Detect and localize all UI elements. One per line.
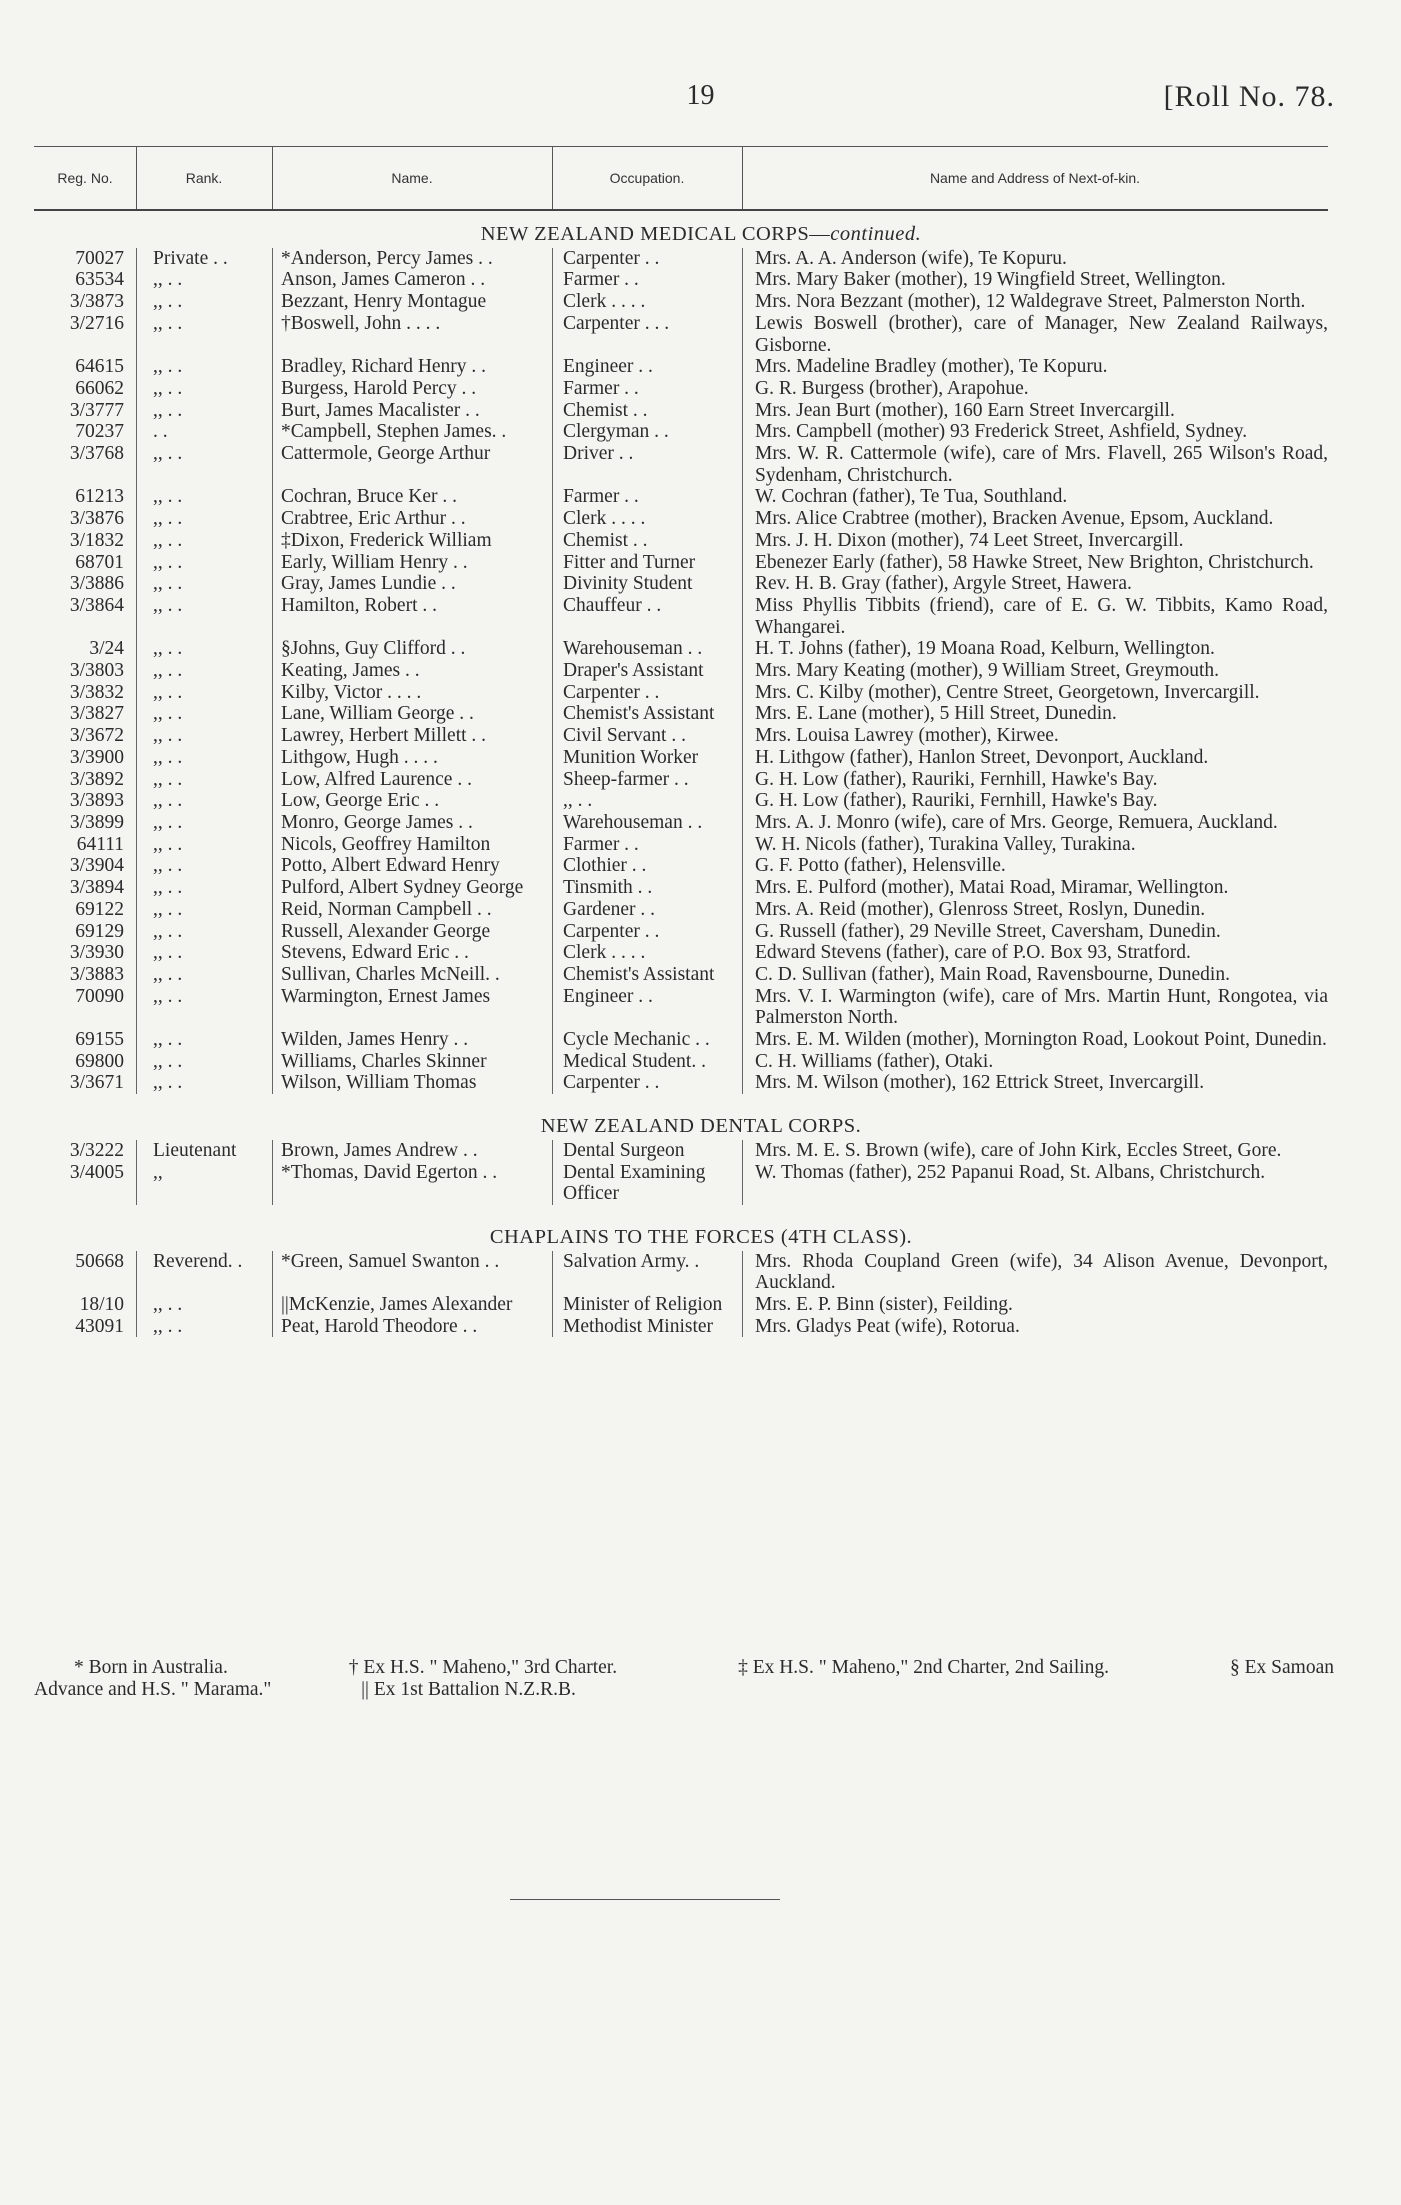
next-of-kin-cell: Mrs. M. Wilson (mother), 162 Ettrick Street, Invercargill. — [742, 1072, 1328, 1094]
reg-no-cell: 3/3930 — [69, 942, 124, 964]
reg-no-cell: 50668 — [75, 1250, 124, 1272]
name-cell: *Thomas, David Egerton . . — [272, 1162, 552, 1205]
name-cell: Brown, James Andrew . . — [272, 1140, 552, 1162]
next-of-kin-cell: G. R. Burgess (brother), Arapohue. — [742, 378, 1328, 400]
reg-no-cell: 70237 — [75, 421, 124, 443]
section-title-suffix: continued. — [830, 223, 922, 245]
rank-cell: ,, . . — [136, 660, 272, 682]
next-of-kin-cell: C. D. Sullivan (father), Main Road, Ravensbourne, Dunedin. — [742, 964, 1328, 986]
next-of-kin-cell: G. Russell (father), 29 Neville Street, Caversham, Dunedin. — [742, 921, 1328, 943]
name-cell: Bradley, Richard Henry . . — [272, 356, 552, 378]
next-of-kin-cell: Mrs. Madeline Bradley (mother), Te Kopuru. — [742, 356, 1328, 378]
reg-no-cell: 3/3827 — [69, 703, 124, 725]
footnote-nzrb: || Ex 1st Battalion N.Z.R.B. — [361, 1679, 576, 1700]
rank-cell: ,, . . — [136, 986, 272, 1029]
table-row — [34, 1072, 1328, 1094]
rank-cell: ,, . . — [136, 834, 272, 856]
rank-cell: ,, . . — [136, 1072, 272, 1094]
occupation-cell: Clerk . . . . — [552, 291, 742, 313]
table-row — [34, 855, 1328, 877]
next-of-kin-cell: Mrs. Gladys Peat (wife), Rotorua. — [742, 1316, 1328, 1338]
rank-cell: ,, . . — [136, 1029, 272, 1051]
reg-no-cell: 3/3671 — [69, 1072, 124, 1094]
rank-cell: ,, . . — [136, 855, 272, 877]
occupation-cell: Farmer . . — [552, 378, 742, 400]
next-of-kin-cell: W. Thomas (father), 252 Papanui Road, St. Albans, Christchurch. — [742, 1162, 1328, 1205]
reg-no-cell: 18/10 — [79, 1294, 124, 1316]
reg-no-cell: 3/3892 — [69, 768, 124, 790]
rank-cell: ,, . . — [136, 508, 272, 530]
name-cell: Monro, George James . . — [272, 812, 552, 834]
reg-no-cell: 69800 — [75, 1050, 124, 1072]
rank-cell: ,, . . — [136, 378, 272, 400]
reg-no-cell: 3/3900 — [69, 746, 124, 768]
next-of-kin-cell: Edward Stevens (father), care of P.O. Box 93, Stratford. — [742, 942, 1328, 964]
next-of-kin-cell: Miss Phyllis Tibbits (friend), care of E. G. W. Tibbits, Kamo Road, Whangarei. — [742, 595, 1328, 638]
occupation-cell: Chemist's Assistant — [552, 703, 742, 725]
next-of-kin-cell: Ebenezer Early (father), 58 Hawke Street, New Brighton, Christchurch. — [742, 552, 1328, 574]
table-row — [34, 508, 1328, 530]
occupation-cell: Carpenter . . — [552, 248, 742, 270]
name-cell: Early, William Henry . . — [272, 552, 552, 574]
reg-no-cell: 69155 — [75, 1029, 124, 1051]
table-header — [34, 146, 1328, 211]
reg-no-cell: 66062 — [75, 377, 124, 399]
occupation-cell: Warehouseman . . — [552, 638, 742, 660]
table-row — [34, 486, 1328, 508]
name-cell: Nicols, Geoffrey Hamilton — [272, 834, 552, 856]
header-reg-no: Reg. No. — [34, 147, 137, 209]
reg-no-cell: 3/2716 — [69, 312, 124, 334]
rank-cell: ,, . . — [136, 703, 272, 725]
table-row — [34, 1140, 1328, 1162]
next-of-kin-cell: Mrs. E. Lane (mother), 5 Hill Street, Dunedin. — [742, 703, 1328, 725]
occupation-cell: Gardener . . — [552, 899, 742, 921]
rank-cell: ,, . . — [136, 595, 272, 638]
next-of-kin-cell: Mrs. A. A. Anderson (wife), Te Kopuru. — [742, 248, 1328, 270]
occupation-cell: Fitter and Turner — [552, 552, 742, 574]
footnote-line-2 — [34, 1679, 1334, 1701]
rank-cell: Private . . — [136, 248, 272, 270]
table-row — [34, 421, 1328, 443]
rank-cell: ,, . . — [136, 486, 272, 508]
next-of-kin-cell: W. Cochran (father), Te Tua, Southland. — [742, 486, 1328, 508]
roll-section — [34, 1227, 1328, 1338]
next-of-kin-cell: Mrs. A. Reid (mother), Glenross Street, Roslyn, Dunedin. — [742, 899, 1328, 921]
reg-no-cell: 3/3894 — [69, 877, 124, 899]
footnote-samoan: § Ex Samoan — [1230, 1657, 1334, 1678]
reg-no-cell: 68701 — [75, 551, 124, 573]
table-row — [34, 834, 1328, 856]
reg-no-cell: 3/3876 — [69, 508, 124, 530]
table-row — [34, 1251, 1328, 1294]
next-of-kin-cell: C. H. Williams (father), Otaki. — [742, 1051, 1328, 1073]
rank-cell: ,, . . — [136, 291, 272, 313]
rank-cell: ,, . . — [136, 747, 272, 769]
next-of-kin-cell: W. H. Nicols (father), Turakina Valley, Turakina. — [742, 834, 1328, 856]
rank-cell: . . — [136, 421, 272, 443]
section-title — [34, 224, 1328, 246]
occupation-cell: Chemist . . — [552, 530, 742, 552]
name-cell: Warmington, Ernest James — [272, 986, 552, 1029]
table-row — [34, 769, 1328, 791]
name-cell: §Johns, Guy Clifford . . — [272, 638, 552, 660]
reg-no-cell: 3/3886 — [69, 573, 124, 595]
name-cell: Williams, Charles Skinner — [272, 1051, 552, 1073]
occupation-cell: Minister of Religion — [552, 1294, 742, 1316]
next-of-kin-cell: Mrs. Campbell (mother) 93 Frederick Street, Ashfield, Sydney. — [742, 421, 1328, 443]
table-row — [34, 269, 1328, 291]
occupation-cell: Farmer . . — [552, 486, 742, 508]
occupation-cell: Carpenter . . . — [552, 313, 742, 356]
occupation-cell: Munition Worker — [552, 747, 742, 769]
reg-no-cell: 3/24 — [89, 638, 124, 660]
name-cell: Low, George Eric . . — [272, 790, 552, 812]
rank-cell: ,, . . — [136, 573, 272, 595]
next-of-kin-cell: Mrs. C. Kilby (mother), Centre Street, Georgetown, Invercargill. — [742, 682, 1328, 704]
table-row — [34, 1029, 1328, 1051]
name-cell: Gray, James Lundie . . — [272, 573, 552, 595]
table-row — [34, 986, 1328, 1029]
roll-section — [34, 1116, 1328, 1205]
table-row — [34, 248, 1328, 270]
name-cell: Wilden, James Henry . . — [272, 1029, 552, 1051]
name-cell: Burgess, Harold Percy . . — [272, 378, 552, 400]
table-row — [34, 899, 1328, 921]
next-of-kin-cell: Mrs. Mary Baker (mother), 19 Wingfield Street, Wellington. — [742, 269, 1328, 291]
next-of-kin-cell: Lewis Boswell (brother), care of Manager, New Zealand Railways, Gisborne. — [742, 313, 1328, 356]
table-row — [34, 682, 1328, 704]
rank-cell: ,, . . — [136, 552, 272, 574]
next-of-kin-cell: Mrs. Nora Bezzant (mother), 12 Waldegrave Street, Palmerston North. — [742, 291, 1328, 313]
section-title-main: NEW ZEALAND DENTAL CORPS. — [540, 1115, 862, 1138]
section-title — [34, 1116, 1328, 1138]
name-cell: Pulford, Albert Sydney George — [272, 877, 552, 899]
reg-no-cell: 69122 — [75, 898, 124, 920]
next-of-kin-cell: H. T. Johns (father), 19 Moana Road, Kelburn, Wellington. — [742, 638, 1328, 660]
occupation-cell: Chemist's Assistant — [552, 964, 742, 986]
name-cell: Anson, James Cameron . . — [272, 269, 552, 291]
name-cell: Stevens, Edward Eric . . — [272, 942, 552, 964]
reg-no-cell: 3/4005 — [69, 1161, 124, 1183]
occupation-cell: Draper's Assistant — [552, 660, 742, 682]
next-of-kin-cell: G. H. Low (father), Rauriki, Fernhill, Hawke's Bay. — [742, 790, 1328, 812]
roll-body — [34, 214, 1328, 1337]
reg-no-cell: 64615 — [75, 356, 124, 378]
occupation-cell: Cycle Mechanic . . — [552, 1029, 742, 1051]
occupation-cell: Dental Surgeon — [552, 1140, 742, 1162]
reg-no-cell: 63534 — [75, 269, 124, 291]
occupation-cell: Salvation Army. . — [552, 1251, 742, 1294]
next-of-kin-cell: G. F. Potto (father), Helensville. — [742, 855, 1328, 877]
next-of-kin-cell: Mrs. W. R. Cattermole (wife), care of Mrs. Flavell, 265 Wilson's Road, Sydenham, Christchurch. — [742, 443, 1328, 486]
next-of-kin-cell: Rev. H. B. Gray (father), Argyle Street, Hawera. — [742, 573, 1328, 595]
name-cell: *Campbell, Stephen James. . — [272, 421, 552, 443]
table-row — [34, 313, 1328, 356]
table-row — [34, 725, 1328, 747]
name-cell: †Boswell, John . . . . — [272, 313, 552, 356]
rank-cell: ,, . . — [136, 313, 272, 356]
reg-no-cell: 70090 — [75, 985, 124, 1007]
reg-no-cell: 64111 — [76, 833, 124, 855]
name-cell: Wilson, William Thomas — [272, 1072, 552, 1094]
reg-no-cell: 3/3222 — [69, 1139, 124, 1161]
table-row — [34, 378, 1328, 400]
occupation-cell: Clergyman . . — [552, 421, 742, 443]
name-cell: Lawrey, Herbert Millett . . — [272, 725, 552, 747]
name-cell: Hamilton, Robert . . — [272, 595, 552, 638]
occupation-cell: Clothier . . — [552, 855, 742, 877]
rank-cell: ,, . . — [136, 921, 272, 943]
reg-no-cell: 3/3768 — [69, 443, 124, 465]
occupation-cell: Carpenter . . — [552, 1072, 742, 1094]
next-of-kin-cell: Mrs. E. P. Binn (sister), Feilding. — [742, 1294, 1328, 1316]
reg-no-cell: 61213 — [75, 486, 124, 508]
reg-no-cell: 3/3904 — [69, 855, 124, 877]
footnote-maheno-2nd: ‡ Ex H.S. " Maheno," 2nd Charter, 2nd Sailing. — [738, 1657, 1110, 1678]
section-title-main: NEW ZEALAND MEDICAL CORPS— — [480, 223, 831, 245]
reg-no-cell: 3/3832 — [69, 681, 124, 703]
occupation-cell: Sheep-farmer . . — [552, 769, 742, 791]
section-title — [34, 1227, 1328, 1249]
name-cell: Kilby, Victor . . . . — [272, 682, 552, 704]
name-cell: Reid, Norman Campbell . . — [272, 899, 552, 921]
occupation-cell: Chemist . . — [552, 400, 742, 422]
next-of-kin-cell: Mrs. J. H. Dixon (mother), 74 Leet Street, Invercargill. — [742, 530, 1328, 552]
next-of-kin-cell: Mrs. Rhoda Coupland Green (wife), 34 Alison Avenue, Devonport, Auckland. — [742, 1251, 1328, 1294]
table-row — [34, 790, 1328, 812]
next-of-kin-cell: Mrs. E. Pulford (mother), Matai Road, Miramar, Wellington. — [742, 877, 1328, 899]
rank-cell: ,, . . — [136, 790, 272, 812]
occupation-cell: Engineer . . — [552, 986, 742, 1029]
table-row — [34, 812, 1328, 834]
footnote-born-australia: * Born in Australia. — [74, 1657, 228, 1678]
rank-cell: Lieutenant — [136, 1140, 272, 1162]
occupation-cell: Driver . . — [552, 443, 742, 486]
name-cell: Crabtree, Eric Arthur . . — [272, 508, 552, 530]
table-row — [34, 964, 1328, 986]
bottom-rule — [510, 1899, 780, 1900]
page-number: 19 — [686, 80, 715, 111]
table-row — [34, 1051, 1328, 1073]
rank-cell: ,, — [136, 1162, 272, 1205]
occupation-cell: Carpenter . . — [552, 921, 742, 943]
table-row — [34, 530, 1328, 552]
rank-cell: ,, . . — [136, 899, 272, 921]
rank-cell: ,, . . — [136, 1316, 272, 1338]
name-cell: Bezzant, Henry Montague — [272, 291, 552, 313]
footnotes — [34, 1657, 1334, 1701]
header-next-of-kin: Name and Address of Next-of-kin. — [929, 170, 1141, 186]
name-cell: Lithgow, Hugh . . . . — [272, 747, 552, 769]
name-cell: Cochran, Bruce Ker . . — [272, 486, 552, 508]
rank-cell: ,, . . — [136, 682, 272, 704]
reg-no-cell: 3/3893 — [69, 790, 124, 812]
reg-no-cell: 3/3883 — [69, 963, 124, 985]
reg-no-cell: 3/3899 — [69, 811, 124, 833]
table-row — [34, 400, 1328, 422]
occupation-cell: Clerk . . . . — [552, 508, 742, 530]
occupation-cell: Medical Student. . — [552, 1051, 742, 1073]
header-occupation: Occupation. — [552, 147, 743, 209]
occupation-cell: Tinsmith . . — [552, 877, 742, 899]
reg-no-cell: 3/3777 — [69, 399, 124, 421]
name-cell: ‡Dixon, Frederick William — [272, 530, 552, 552]
name-cell: Cattermole, George Arthur — [272, 443, 552, 486]
footnote-samoan-cont: Advance and H.S. " Marama." — [34, 1679, 272, 1700]
reg-no-cell: 69129 — [75, 920, 124, 942]
name-cell: Lane, William George . . — [272, 703, 552, 725]
rank-cell: ,, . . — [136, 638, 272, 660]
next-of-kin-cell: Mrs. A. J. Monro (wife), care of Mrs. George, Remuera, Auckland. — [742, 812, 1328, 834]
occupation-cell: Warehouseman . . — [552, 812, 742, 834]
rank-cell: ,, . . — [136, 769, 272, 791]
table-row — [34, 1316, 1328, 1338]
next-of-kin-cell: Mrs. Louisa Lawrey (mother), Kirwee. — [742, 725, 1328, 747]
table-row — [34, 443, 1328, 486]
occupation-cell: Dental Examining Officer — [552, 1162, 742, 1205]
roll-section — [34, 224, 1328, 1094]
footnote-maheno-3rd: † Ex H.S. " Maheno," 3rd Charter. — [348, 1657, 618, 1678]
occupation-cell: Farmer . . — [552, 834, 742, 856]
footnote-line-1 — [34, 1657, 1334, 1679]
rank-cell: ,, . . — [136, 530, 272, 552]
table-row — [34, 660, 1328, 682]
occupation-cell: Farmer . . — [552, 269, 742, 291]
next-of-kin-cell: Mrs. Mary Keating (mother), 9 William Street, Greymouth. — [742, 660, 1328, 682]
occupation-cell: Carpenter . . — [552, 682, 742, 704]
roll-number: [Roll No. 78. — [1163, 80, 1335, 113]
reg-no-cell: 3/3803 — [69, 660, 124, 682]
reg-no-cell: 3/3873 — [69, 291, 124, 313]
next-of-kin-cell: Mrs. Alice Crabtree (mother), Bracken Avenue, Epsom, Auckland. — [742, 508, 1328, 530]
table-row — [34, 703, 1328, 725]
rank-cell: ,, . . — [136, 356, 272, 378]
name-cell: Russell, Alexander George — [272, 921, 552, 943]
rank-cell: ,, . . — [136, 269, 272, 291]
name-cell: Peat, Harold Theodore . . — [272, 1316, 552, 1338]
next-of-kin-cell: H. Lithgow (father), Hanlon Street, Devonport, Auckland. — [742, 747, 1328, 769]
occupation-cell: Engineer . . — [552, 356, 742, 378]
name-cell: *Green, Samuel Swanton . . — [272, 1251, 552, 1294]
table-row — [34, 573, 1328, 595]
table-row — [34, 877, 1328, 899]
name-cell: Potto, Albert Edward Henry — [272, 855, 552, 877]
name-cell: Burt, James Macalister . . — [272, 400, 552, 422]
reg-no-cell: 43091 — [75, 1315, 124, 1337]
rank-cell: ,, . . — [136, 443, 272, 486]
rank-cell: ,, . . — [136, 942, 272, 964]
next-of-kin-cell: Mrs. Jean Burt (mother), 160 Earn Street Invercargill. — [742, 400, 1328, 422]
rank-cell: Reverend. . — [136, 1251, 272, 1294]
section-title-main: CHAPLAINS TO THE FORCES (4TH CLASS). — [489, 1225, 913, 1248]
table-row — [34, 1162, 1328, 1205]
rank-cell: ,, . . — [136, 1051, 272, 1073]
occupation-cell: Chauffeur . . — [552, 595, 742, 638]
table-row — [34, 595, 1328, 638]
table-row — [34, 291, 1328, 313]
rank-cell: ,, . . — [136, 1294, 272, 1316]
occupation-cell: ,, . . — [552, 790, 742, 812]
table-row — [34, 921, 1328, 943]
name-cell: Keating, James . . — [272, 660, 552, 682]
reg-no-cell: 3/1832 — [69, 529, 124, 551]
table-row — [34, 552, 1328, 574]
rank-cell: ,, . . — [136, 400, 272, 422]
occupation-cell: Methodist Minister — [552, 1316, 742, 1338]
table-row — [34, 1294, 1328, 1316]
next-of-kin-cell: Mrs. M. E. S. Brown (wife), care of John Kirk, Eccles Street, Gore. — [742, 1140, 1328, 1162]
next-of-kin-cell: Mrs. V. I. Warmington (wife), care of Mrs. Martin Hunt, Rongotea, via Palmerston North. — [742, 986, 1328, 1029]
name-cell: Sullivan, Charles McNeill. . — [272, 964, 552, 986]
name-cell: ||McKenzie, James Alexander — [272, 1294, 552, 1316]
rank-cell: ,, . . — [136, 964, 272, 986]
name-cell: *Anderson, Percy James . . — [272, 248, 552, 270]
table-row — [34, 942, 1328, 964]
rank-cell: ,, . . — [136, 877, 272, 899]
rank-cell: ,, . . — [136, 725, 272, 747]
next-of-kin-cell: G. H. Low (father), Rauriki, Fernhill, Hawke's Bay. — [742, 769, 1328, 791]
occupation-cell: Civil Servant . . — [552, 725, 742, 747]
next-of-kin-cell: Mrs. E. M. Wilden (mother), Mornington Road, Lookout Point, Dunedin. — [742, 1029, 1328, 1051]
reg-no-cell: 3/3864 — [69, 594, 124, 616]
table-row — [34, 638, 1328, 660]
reg-no-cell: 70027 — [75, 247, 124, 269]
table-row — [34, 747, 1328, 769]
header-name: Name. — [272, 147, 553, 209]
reg-no-cell: 3/3672 — [69, 725, 124, 747]
occupation-cell: Divinity Student — [552, 573, 742, 595]
table-row — [34, 356, 1328, 378]
rank-cell: ,, . . — [136, 812, 272, 834]
occupation-cell: Clerk . . . . — [552, 942, 742, 964]
name-cell: Low, Alfred Laurence . . — [272, 769, 552, 791]
header-rank: Rank. — [136, 147, 273, 209]
